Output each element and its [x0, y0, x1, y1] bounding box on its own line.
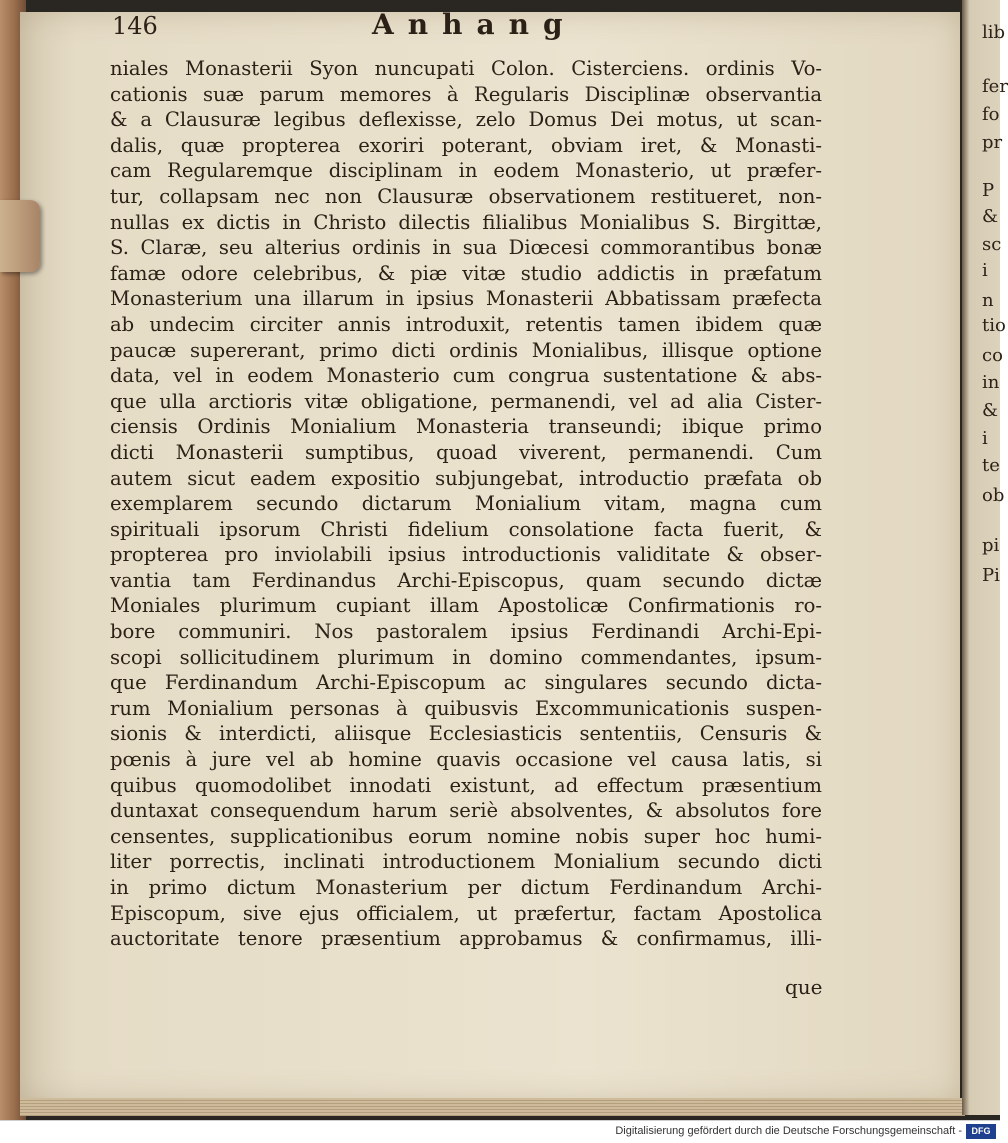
text-line: Moniales plurimum cupiant illam Apostolicæ Confirmationis ro-	[110, 594, 822, 618]
text-line: sionis & interdicti, aliisque Ecclesiasticis sententiis, Censuris &	[110, 722, 822, 746]
text-line: que ulla arctioris vitæ obligatione, permanendi, vel ad alia Cister-	[110, 389, 822, 413]
adjacent-page-line: in	[982, 372, 1000, 393]
adjacent-page	[962, 0, 1008, 1115]
adjacent-page-line: P	[982, 180, 995, 201]
text-line: & a Clausuræ legibus deflexisse, zelo Domus Dei motus, ut scan-	[110, 108, 822, 132]
text-line: paucæ supererant, primo dicti ordinis Monialibus, illisque optione	[110, 338, 822, 362]
text-line: auctoritate tenore præsentium approbamus & confirmamus, illi-	[110, 927, 822, 951]
text-line: niales Monasterii Syon nuncupati Colon. Cisterciens. ordinis Vo-	[110, 57, 822, 80]
adjacent-page-line: lib	[982, 22, 1006, 43]
adjacent-page-line: &	[982, 206, 999, 227]
text-line: ab undecim circiter annis introduxit, retentis tamen ibidem quæ	[110, 312, 822, 336]
adjacent-page-line: Pi	[982, 565, 1000, 586]
text-line: Monasterium una illarum in ipsius Monasterii Abbatissam præfecta	[110, 287, 822, 311]
adjacent-page-line: &	[982, 400, 999, 421]
dfg-logo: DFG	[966, 1124, 996, 1139]
text-line: spirituali ipsorum Christi fidelium consolatione facta fuerit, &	[110, 517, 822, 541]
text-line: dicti Monasterii sumptibus, quoad viverent, permanendi. Cum	[110, 440, 822, 464]
text-line: que Ferdinandum Archi-Episcopum ac singulares secundo dicta-	[110, 671, 822, 695]
text-line: in primo dictum Monasterium per dictum Ferdinandum Archi-	[110, 876, 822, 899]
text-line: censentes, supplicationibus eorum nomine nobis super hoc humi-	[110, 824, 822, 848]
text-line: ciensis Ordinis Monialium Monasteria transeundi; ibique primo	[110, 415, 822, 439]
page-number: 146	[112, 12, 158, 40]
adjacent-page-line: pi	[982, 535, 1000, 556]
text-line: liter porrectis, inclinati introductionem Monialium secundo dicti	[110, 850, 822, 874]
adjacent-page-line: fer	[982, 76, 1008, 97]
text-line: cam Regularemque disciplinam in eodem Monasterio, ut præfer-	[110, 159, 822, 183]
text-line: Episcopum, sive ejus officialem, ut præfertur, factam Apostolica	[110, 901, 822, 925]
text-line: duntaxat consequendum harum seriè absolventes, & absolutos fore	[110, 799, 822, 823]
adjacent-page-line: co	[982, 345, 1003, 366]
catchword: que	[785, 975, 823, 999]
adjacent-page-line: n	[982, 290, 994, 311]
adjacent-page-line: i	[982, 260, 988, 281]
text-line: rum Monialium personas à quibusvis Excommunicationis suspen-	[110, 696, 822, 720]
adjacent-page-line: ob	[982, 485, 1005, 506]
text-line: cationis suæ parum memores à Regularis Disciplinæ observantia	[110, 82, 822, 106]
text-line: S. Claræ, seu alterius ordinis in sua Diœcesi commorantibus bonæ	[110, 236, 822, 260]
text-line: scopi sollicitudinem plurimum in domino commendantes, ipsum-	[110, 645, 822, 669]
binding-clasp	[0, 200, 40, 272]
adjacent-page-line: pr	[982, 132, 1003, 153]
funding-credit: Digitalisierung gefördert durch die Deutsche Forschungsgemeinschaft -	[615, 1125, 962, 1137]
page-edge	[20, 1098, 965, 1116]
text-line: tur, collapsam nec non Clausuræ observationem restitueret, non-	[110, 184, 822, 208]
text-line: quibus quomodolibet innodati existunt, ad effectum præsentium	[110, 773, 822, 797]
adjacent-page-line: te	[982, 455, 1000, 476]
running-head: Anhang	[372, 8, 577, 41]
footer	[0, 1120, 1000, 1143]
text-line: dalis, quæ propterea exoriri poterant, obviam iret, & Monasti-	[110, 133, 822, 157]
text-line: data, vel in eodem Monasterio cum congrua sustentatione & abs-	[110, 364, 822, 388]
text-line: bore communiri. Nos pastoralem ipsius Ferdinandi Archi-Epi-	[110, 620, 822, 644]
text-line: exemplarem secundo dictarum Monialium vitam, magna cum	[110, 492, 822, 516]
body-text	[110, 56, 822, 952]
adjacent-page-line: tio	[982, 315, 1006, 336]
text-line: nullas ex dictis in Christo dilectis filialibus Monialibus S. Birgittæ,	[110, 210, 822, 234]
text-line: autem sicut eadem expositio subjungebat, introductio præfata ob	[110, 466, 822, 490]
text-line: pœnis à jure vel ab homine quavis occasione vel causa latis, si	[110, 748, 822, 772]
text-line: vantia tam Ferdinandus Archi-Episcopus, quam secundo dictæ	[110, 568, 822, 592]
text-line: famæ odore celebribus, & piæ vitæ studio addictis in præfatum	[110, 261, 822, 285]
adjacent-page-line: fo	[982, 104, 1000, 125]
adjacent-page-line: i	[982, 428, 988, 449]
adjacent-page-line: sc	[982, 234, 1002, 255]
text-line: propterea pro inviolabili ipsius introductionis validitate & obser-	[110, 543, 822, 567]
